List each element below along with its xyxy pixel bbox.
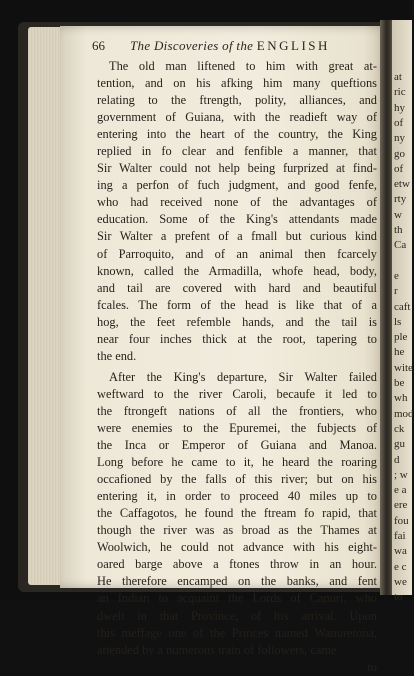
facing-page-fragment: ck: [394, 422, 405, 435]
text-line: this meffage one of the Princes named Wanuretona,: [97, 625, 377, 640]
text-line: fcales. The form of the head is like that of a: [97, 297, 377, 312]
text-line: an Indian to acquaint the Lords of Canuri, who: [97, 591, 377, 606]
facing-page-fragment: d: [394, 453, 400, 466]
facing-page-fragment: rty: [394, 193, 407, 206]
facing-page-fragment: ; w: [394, 468, 408, 481]
text-line: ing a perfon of fuch judgment, and good fenfe,: [97, 178, 377, 193]
text-line: weftward to the river Caroli, becaufe it led to: [97, 386, 377, 401]
facing-page-fragment: w: [394, 208, 402, 221]
text-line: the end.: [97, 348, 137, 363]
text-line: Woolwich, he could not advance with his eight-: [97, 540, 377, 555]
facing-page-fragment: etw: [394, 178, 410, 191]
text-line: entering into the heart of the country, the King: [97, 127, 377, 142]
facing-page-fragment: ple: [394, 331, 408, 344]
text-line: near four inches thick at the root, tapering to: [97, 331, 377, 346]
facing-page-fragment: e c: [394, 560, 407, 573]
facing-page-fragment: e a: [394, 484, 407, 497]
text-line: Sir Walter a prefent of a fmall but curious kind: [97, 229, 377, 244]
facing-page-fragment: wite: [394, 361, 413, 374]
facing-page-fragment: of: [394, 162, 404, 175]
text-line: oared barge above a ftones throw in an hour.: [97, 557, 377, 572]
text-line: tention, and on his afking him many queftions: [97, 76, 377, 91]
facing-page-fragment: of: [394, 116, 404, 129]
paragraph-1: [97, 58, 377, 365]
facing-page-fragment: he: [394, 346, 405, 359]
text-line: were enemies to the Epuremei, the fubjects of: [97, 420, 377, 435]
text-line: of Parroquito, and of an animal then fcarcely: [97, 246, 377, 261]
text-line: hog, the feet refemble hands, and the tail is: [97, 314, 377, 329]
facing-page-fragment: wa: [394, 545, 407, 558]
text-line: who had received none of the advantages of: [97, 195, 377, 210]
running-title-italic: The Discoveries of the: [130, 38, 254, 53]
facing-page-fragment: caft: [394, 300, 411, 313]
text-line: known, called the Armadilla, whofe head, body,: [97, 263, 377, 278]
facing-page-fragment: Ca: [394, 239, 407, 252]
facing-page-fragment: ls: [394, 315, 402, 328]
text-line: Long before he came to it, he heard the roaring: [97, 455, 377, 470]
text-line: occafioned by the falls of this river; but on his: [97, 472, 377, 487]
text-line: the Caffagotos, he found the ftream fo rapid, that: [97, 506, 377, 521]
text-line: After the King's departure, Sir Walter failed: [109, 369, 377, 384]
facing-page-fragment: wh: [394, 392, 408, 405]
paragraph-2: [97, 369, 377, 659]
running-title: [130, 38, 330, 54]
text-line: attended by a numerous train of followers, came: [97, 642, 337, 657]
facing-page-fragment: fai: [394, 530, 406, 542]
text-line: entering it, in order to proceed 40 miles up to: [97, 489, 377, 504]
text-line: He therefore encamped on the banks, and fent: [97, 574, 377, 589]
catchword: to: [367, 659, 377, 674]
text-line: The old man liftened to him with great at-: [109, 59, 377, 73]
text-line: Sir Walter could not help being furprized at find-: [97, 161, 377, 176]
running-head: [92, 38, 384, 56]
page-number: 66: [92, 38, 105, 53]
facing-page-fragment: ric: [394, 86, 406, 99]
facing-page-fragment: fou: [394, 514, 409, 527]
facing-page-fragment: mod: [394, 407, 414, 420]
facing-page-fragment: th: [394, 224, 403, 236]
text-line: government of Guiana, with the readieft way of: [97, 110, 377, 125]
facing-page-fragment: ere: [394, 499, 408, 512]
facing-page-fragment: be: [394, 377, 405, 389]
text-line: education. Some of the King's attendants made: [97, 212, 377, 227]
text-line: replied in fo clear and fenfible a manner, that: [97, 144, 377, 159]
facing-page: [392, 20, 414, 604]
facing-page-fragment: r: [394, 285, 398, 298]
facing-page-fragment: hy: [394, 101, 405, 114]
text-line: and tail are covered with hard and beautiful: [97, 280, 377, 295]
facing-page-fragment: we: [394, 575, 407, 588]
running-title-caps: ENGLISH: [256, 38, 330, 53]
facing-page-fragment: to: [394, 591, 403, 604]
facing-page-fragment: go: [394, 147, 405, 160]
text-line: relating to the ftrength, polity, alliances, and: [97, 93, 377, 108]
text-line: the Inca or Emperor of Guiana and Manoa.: [97, 438, 377, 453]
facing-page-fragment: e: [394, 269, 399, 282]
facing-page-fragment: at: [394, 71, 402, 83]
body-text: [97, 58, 377, 676]
facing-page-fragment: gu: [394, 438, 405, 451]
text-line: though the river was as broad as the Thames at: [97, 523, 377, 538]
text-line: dwelt in that Province, of his arrival. Upon: [97, 608, 377, 623]
facing-page-fragment: ny: [394, 132, 405, 145]
text-line: the ftrongeft nations of all the frontiers, who: [97, 403, 377, 418]
